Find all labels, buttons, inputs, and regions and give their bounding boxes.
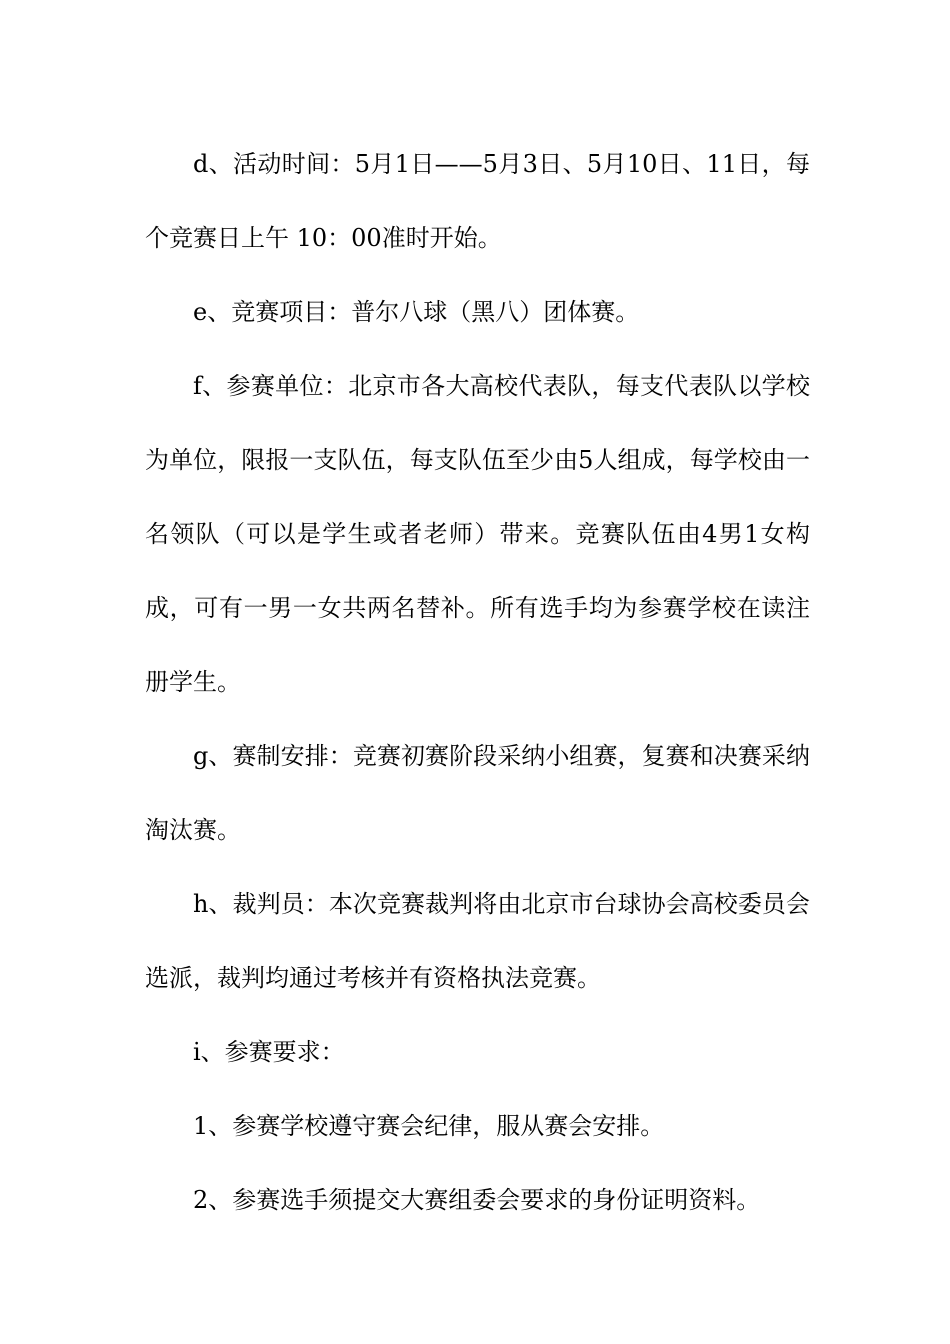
document-body: [145, 127, 810, 1237]
paragraph-participants: f、参赛单位：北京市各大高校代表队，每支代表队以学校为单位，限报一支队伍，每支队伍至少由5人组成，每学校由一名领队（可以是学生或者老师）带来。竞赛队伍由4男1女构成，可有一男一女共两名替补。所有选手均为参赛学校在读注册学生。: [145, 372, 810, 696]
paragraph-requirement-2: 2、参赛选手须提交大赛组委会要求的身份证明资料。: [193, 1186, 761, 1214]
paragraph-requirement-1: 1、参赛学校遵守赛会纪律，服从赛会安排。: [193, 1112, 665, 1140]
paragraph-referee: h、裁判员：本次竞赛裁判将由北京市台球协会高校委员会选派，裁判均通过考核并有资格执法竞赛。: [145, 890, 810, 992]
paragraph-requirements-heading: i、参赛要求：: [193, 1038, 345, 1066]
paragraph-event: e、竞赛项目：普尔八球（黑八）团体赛。: [193, 298, 640, 326]
paragraph-format: g、赛制安排：竞赛初赛阶段采纳小组赛，复赛和决赛采纳淘汰赛。: [145, 742, 810, 844]
paragraph-activity-time: d、活动时间：5月1日——5月3日、5月10日、11日，每个竞赛日上午 10：00准时开始。: [145, 150, 810, 252]
